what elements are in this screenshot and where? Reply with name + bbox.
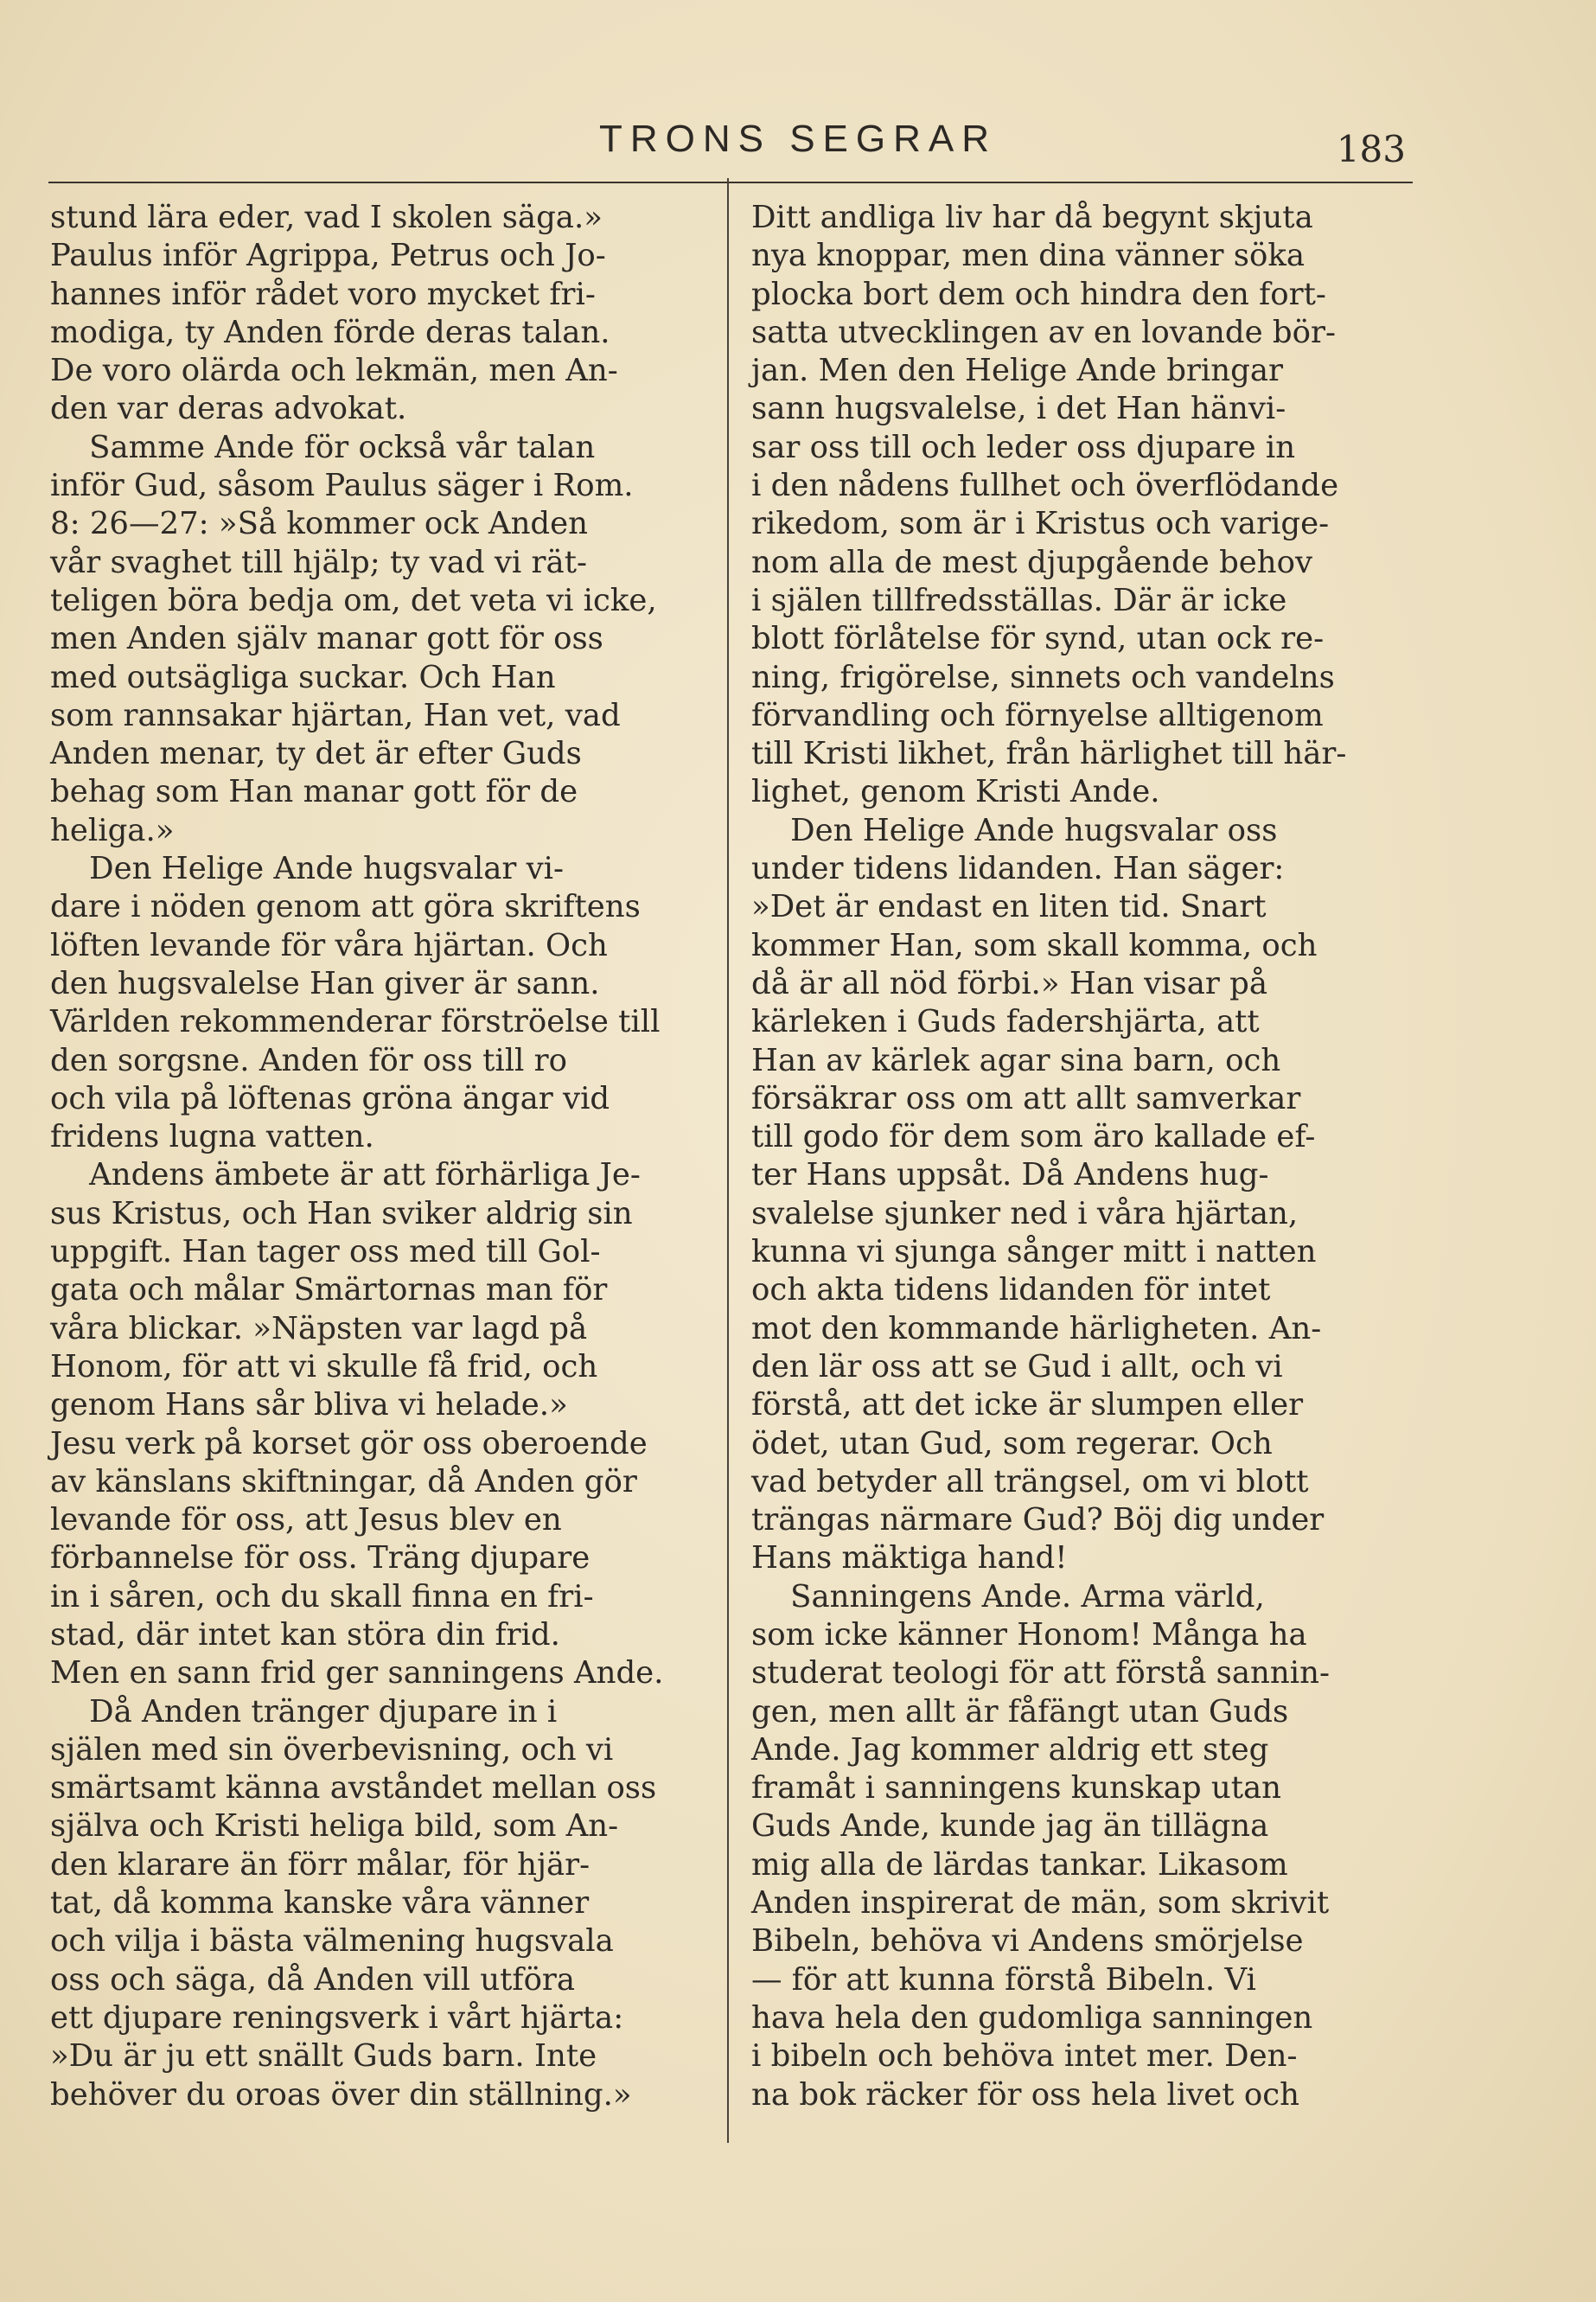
- text-line: stund lära eder, vad I skolen säga.»: [50, 200, 603, 235]
- text-line: Guds Ande, kunde jag än tillägna: [751, 1808, 1269, 1845]
- text-line: inför Gud, såsom Paulus säger i Rom.: [50, 468, 634, 504]
- text-line: sar oss till och leder oss djupare in: [751, 429, 1296, 465]
- column-divider: [727, 178, 729, 2143]
- text-line: hannes inför rådet voro mycket fri-: [50, 276, 596, 312]
- text-line: själva och Kristi heliga bild, som An-: [50, 1808, 619, 1845]
- text-line: smärtsamt känna avståndet mellan oss: [50, 1770, 657, 1806]
- text-line: in i såren, och du skall finna en fri-: [50, 1578, 594, 1615]
- text-line: Den Helige Ande hugsvalar vi-: [50, 851, 565, 887]
- text-line: vad betyder all trängsel, om vi blott: [751, 1463, 1309, 1499]
- text-line: genom Hans sår bliva vi helade.»: [50, 1387, 568, 1423]
- text-line: kommer Han, som skall komma, och: [751, 927, 1318, 963]
- text-line: som icke känner Honom! Många ha: [751, 1616, 1307, 1653]
- text-line: stad, där intet kan störa din frid.: [50, 1616, 560, 1653]
- text-line: Då Anden tränger djupare in i: [50, 1693, 558, 1730]
- text-line: ter Hans uppsåt. Då Andens hug-: [751, 1157, 1269, 1193]
- text-line: Andens ämbete är att förhärliga Je-: [50, 1157, 641, 1193]
- text-line: till godo för dem som äro kallade ef-: [751, 1119, 1316, 1155]
- text-line: den klarare än förr målar, för hjär-: [50, 1846, 591, 1883]
- text-line: mot den kommande härligheten. An-: [751, 1310, 1322, 1346]
- text-line: modiga, ty Anden förde deras talan.: [50, 314, 610, 350]
- text-line: svalelse sjunker ned i våra hjärtan,: [751, 1195, 1299, 1231]
- text-line: Hans mäktiga hand!: [751, 1540, 1068, 1576]
- text-line: nom alla de mest djupgående behov: [751, 544, 1313, 580]
- text-line: »Det är endast en liten tid. Snart: [751, 889, 1267, 925]
- text-line: framåt i sanningens kunskap utan: [751, 1770, 1282, 1806]
- text-line: heliga.»: [50, 812, 175, 848]
- text-line: fridens lugna vatten.: [50, 1119, 374, 1155]
- text-line: na bok räcker för oss hela livet och: [751, 2076, 1299, 2113]
- text-line: den lär oss att se Gud i allt, och vi: [751, 1348, 1283, 1384]
- text-line: Men en sann frid ger sanningens Ande.: [50, 1655, 664, 1691]
- text-line: Ande. Jag kommer aldrig ett steg: [751, 1731, 1269, 1768]
- text-line: De voro olärda och lekmän, men An-: [50, 353, 618, 389]
- text-line: Anden menar, ty det är efter Guds: [50, 736, 582, 772]
- text-line: i själen tillfredsställas. Där är icke: [751, 582, 1287, 618]
- text-line: och akta tidens lidanden för intet: [751, 1272, 1271, 1308]
- text-line: kärleken i Guds fadershjärta, att: [751, 1004, 1260, 1040]
- text-line: dare i nöden genom att göra skriftens: [50, 889, 641, 925]
- text-line: Samme Ande för också vår talan: [50, 429, 596, 465]
- text-line: jan. Men den Helige Ande bringar: [751, 353, 1283, 389]
- text-line: då är all nöd förbi.» Han visar på: [751, 965, 1268, 1001]
- text-line: försäkrar oss om att allt samverkar: [751, 1080, 1301, 1116]
- text-line: levande för oss, att Jesus blev en: [50, 1502, 562, 1538]
- text-line: av känslans skiftningar, då Anden gör: [50, 1463, 637, 1499]
- text-line: till Kristi likhet, från härlighet till här-: [751, 736, 1347, 772]
- text-line: satta utvecklingen av en lovande bör-: [751, 314, 1336, 350]
- text-line: själen med sin överbevisning, och vi: [50, 1731, 614, 1768]
- text-line: ning, frigörelse, sinnets och vandelns: [751, 659, 1335, 695]
- text-line: den sorgsne. Anden för oss till ro: [50, 1042, 568, 1078]
- running-header: TRONS SEGRAR: [598, 118, 998, 160]
- text-line: den hugsvalelse Han giver är sann.: [50, 965, 600, 1001]
- text-line: plocka bort dem och hindra den fort-: [751, 276, 1326, 312]
- text-line: som rannsakar hjärtan, Han vet, vad: [50, 697, 621, 733]
- text-line: Ditt andliga liv har då begynt skjuta: [751, 200, 1313, 235]
- text-line: oss och säga, då Anden vill utföra: [50, 1961, 576, 1998]
- text-line: Paulus inför Agrippa, Petrus och Jo-: [50, 238, 606, 274]
- text-line: sann hugsvalelse, i det Han hänvi-: [751, 391, 1286, 427]
- text-line: Den Helige Ande hugsvalar oss: [751, 812, 1278, 848]
- text-line: nya knoppar, men dina vänner söka: [751, 238, 1306, 274]
- text-line: uppgift. Han tager oss med till Gol-: [50, 1234, 601, 1270]
- text-line: men Anden själv manar gott för oss: [50, 621, 603, 657]
- text-line: med outsägliga suckar. Och Han: [50, 659, 556, 695]
- text-line: förbannelse för oss. Träng djupare: [50, 1540, 591, 1576]
- text-line: hava hela den gudomliga sanningen: [751, 1999, 1313, 2036]
- text-line: under tidens lidanden. Han säger:: [751, 851, 1285, 887]
- text-line: Världen rekommenderar förströelse till: [50, 1004, 661, 1040]
- text-line: Sanningens Ande. Arma värld,: [751, 1578, 1265, 1615]
- text-line: och vilja i bästa välmening hugsvala: [50, 1923, 614, 1960]
- text-line: mig alla de lärdas tankar. Likasom: [751, 1846, 1288, 1883]
- text-line: studerat teologi för att förstå sannin-: [751, 1655, 1330, 1691]
- text-line: — för att kunna förstå Bibeln. Vi: [751, 1961, 1256, 1998]
- text-line: den var deras advokat.: [50, 391, 407, 427]
- text-line: behag som Han manar gott för de: [50, 774, 578, 810]
- text-line: »Du är ju ett snällt Guds barn. Inte: [50, 2038, 597, 2075]
- text-line: ett djupare reningsverk i vårt hjärta:: [50, 1999, 624, 2036]
- text-line: och vila på löftenas gröna ängar vid: [50, 1080, 610, 1116]
- text-line: Bibeln, behöva vi Andens smörjelse: [751, 1923, 1304, 1960]
- text-line: teligen böra bedja om, det veta vi icke,: [50, 582, 657, 618]
- text-line: sus Kristus, och Han sviker aldrig sin: [50, 1195, 633, 1231]
- header-rule: [48, 182, 1413, 183]
- text-line: blott förlåtelse för synd, utan ock re-: [751, 621, 1325, 657]
- text-line: vår svaghet till hjälp; ty vad vi rät-: [50, 544, 587, 580]
- text-line: rikedom, som är i Kristus och varige-: [751, 506, 1330, 542]
- text-line: Honom, för att vi skulle få frid, och: [50, 1348, 598, 1384]
- text-line: löften levande för våra hjärtan. Och: [50, 927, 608, 963]
- text-line: våra blickar. »Näpsten var lagd på: [50, 1310, 588, 1346]
- text-line: lighet, genom Kristi Ande.: [751, 774, 1160, 810]
- text-line: Jesu verk på korset gör oss oberoende: [50, 1425, 648, 1461]
- text-line: tat, då komma kanske våra vänner: [50, 1885, 590, 1922]
- right-column: [751, 199, 1426, 2114]
- text-line: trängas närmare Gud? Böj dig under: [751, 1502, 1325, 1538]
- text-line: kunna vi sjunga sånger mitt i natten: [751, 1234, 1317, 1270]
- text-line: Anden inspirerat de män, som skrivit: [751, 1885, 1330, 1922]
- text-line: ödet, utan Gud, som regerar. Och: [751, 1425, 1273, 1461]
- page-number: 183: [1336, 128, 1406, 170]
- text-line: förvandling och förnyelse alltigenom: [751, 697, 1324, 733]
- text-line: i den nådens fullhet och överflödande: [751, 468, 1339, 504]
- text-line: förstå, att det icke är slumpen eller: [751, 1387, 1304, 1423]
- text-line: gata och målar Smärtornas man för: [50, 1272, 608, 1308]
- text-line: gen, men allt är fåfängt utan Guds: [751, 1693, 1289, 1730]
- left-column: [50, 199, 716, 2114]
- text-line: behöver du oroas över din ställning.»: [50, 2076, 632, 2113]
- text-line: Han av kärlek agar sina barn, och: [751, 1042, 1281, 1078]
- text-line: i bibeln och behöva intet mer. Den-: [751, 2038, 1298, 2075]
- text-line: 8: 26—27: »Så kommer ock Anden: [50, 506, 589, 542]
